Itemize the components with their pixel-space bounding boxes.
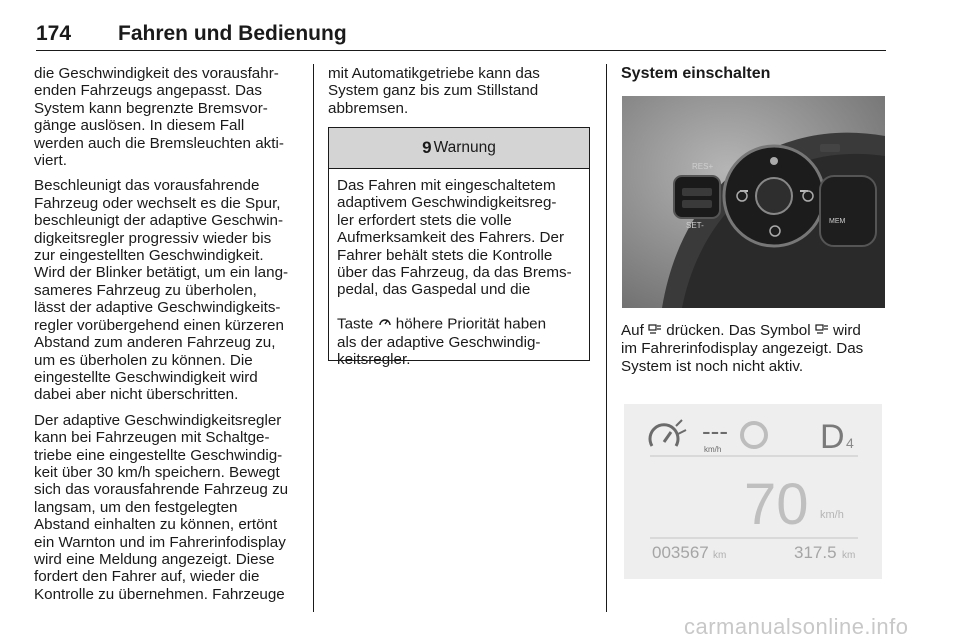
column-1: [34, 65, 300, 611]
speed-unit: km/h: [820, 509, 844, 521]
steering-wheel-controls-photo: [622, 96, 885, 308]
page-number: 174: [36, 22, 72, 45]
warning-text: [329, 169, 589, 368]
warning-text-part: höhere Priorität haben als der adaptive Geschwindig- keitsregler.: [337, 315, 547, 369]
paragraph: Beschleunigt das vorausfahrende Fahrzeug oder wechselt es die Spur, beschleunigt der adaptive Geschwin- digkeitsregler progressiv wieder bis zur eingestellten Geschwindigkeit. Wird der Blinker betätigt, um ein lang- sameres Fahrzeug zu überholen, lässt der adaptive Geschwindigkeits- regler vorübergehend einen kürzeren Abstand zum anderen Fahrzeug zu, um es überholen zu können. Die eingestellte Geschwindigkeit wird dabei aber nicht überschritten.: [34, 177, 289, 404]
speed-limiter-button-icon: [378, 299, 392, 334]
res-label: RES+: [692, 162, 714, 171]
odometer: 003567: [652, 543, 709, 562]
paragraph: mit Automatikgetriebe kann das System ganz bis zum Stillstand abbremsen.: [328, 65, 540, 117]
warning-title: Warnung: [433, 139, 496, 156]
paragraph: die Geschwindigkeit des vorausfahr- enden Fahrzeugs angepasst. Das System kann begrenzte Bremsvor- gänge auslösen. In diesem Fall werden auch die Bremsleuchten akti- viert.: [34, 65, 284, 170]
warning-box: [328, 127, 590, 369]
section-heading: System einschalten: [621, 65, 771, 82]
column-divider: [313, 64, 314, 612]
watermark: carmanualsonline.info: [684, 614, 909, 639]
gear-number: 4: [846, 435, 854, 451]
paragraph: Der adaptive Geschwindigkeitsregler kann bei Fahrzeugen mit Schaltge- triebe eine eingestellte Geschwindig- keit über 30 km/h speichern. Bewegt sich das vorausfahrende Fahrzeug zu langsam, um den festgelegten Abstand einhalten zu können, ertönt ein Warnton und im Fahrerinfodisplay wird eine Meldung angezeigt. Diese fordert den Fahrer auf, wieder die Kontrolle zu übernehmen. Fahrzeuge: [34, 411, 289, 603]
mem-label: MEM: [829, 218, 846, 225]
trip-unit: km: [842, 550, 856, 561]
warning-header: [329, 128, 589, 169]
instruction-part: Auf: [621, 322, 649, 339]
column-2: [328, 65, 593, 125]
odometer-unit: km: [713, 550, 727, 561]
warning-text-part: Das Fahren mit eingeschaltetem adaptivem Geschwindigkeitsreg- ler erfordert stets die volle Aufmerksamkeit des Fahrers. Der Fahrer behält stets die Kontrolle über das Fahrzeug, da das Brems- pedal, das Gaspedal und die Taste: [337, 177, 572, 333]
adaptive-cruise-button-icon: [648, 323, 662, 340]
warning-triangle-icon: 9: [422, 138, 432, 157]
set-label: SET-: [686, 221, 704, 230]
page-title: Fahren und Bedienung: [118, 22, 347, 45]
column-divider: [606, 64, 607, 612]
trip-meter: 317.5: [794, 543, 837, 562]
instruction-part: wird im Fahrerinfodisplay angezeigt. Das System ist noch nicht aktiv.: [621, 322, 864, 375]
current-speed: 70: [744, 472, 809, 537]
column-3: [621, 65, 887, 94]
driver-info-display: [624, 404, 882, 579]
page-header: [36, 22, 886, 51]
adaptive-cruise-symbol-icon: [815, 323, 829, 340]
gear-indicator: D: [820, 418, 845, 456]
instruction-text: [621, 322, 887, 375]
instruction-part: drücken. Das Symbol: [662, 322, 815, 339]
set-speed: ---: [702, 416, 728, 446]
set-speed-unit: km/h: [704, 445, 722, 454]
